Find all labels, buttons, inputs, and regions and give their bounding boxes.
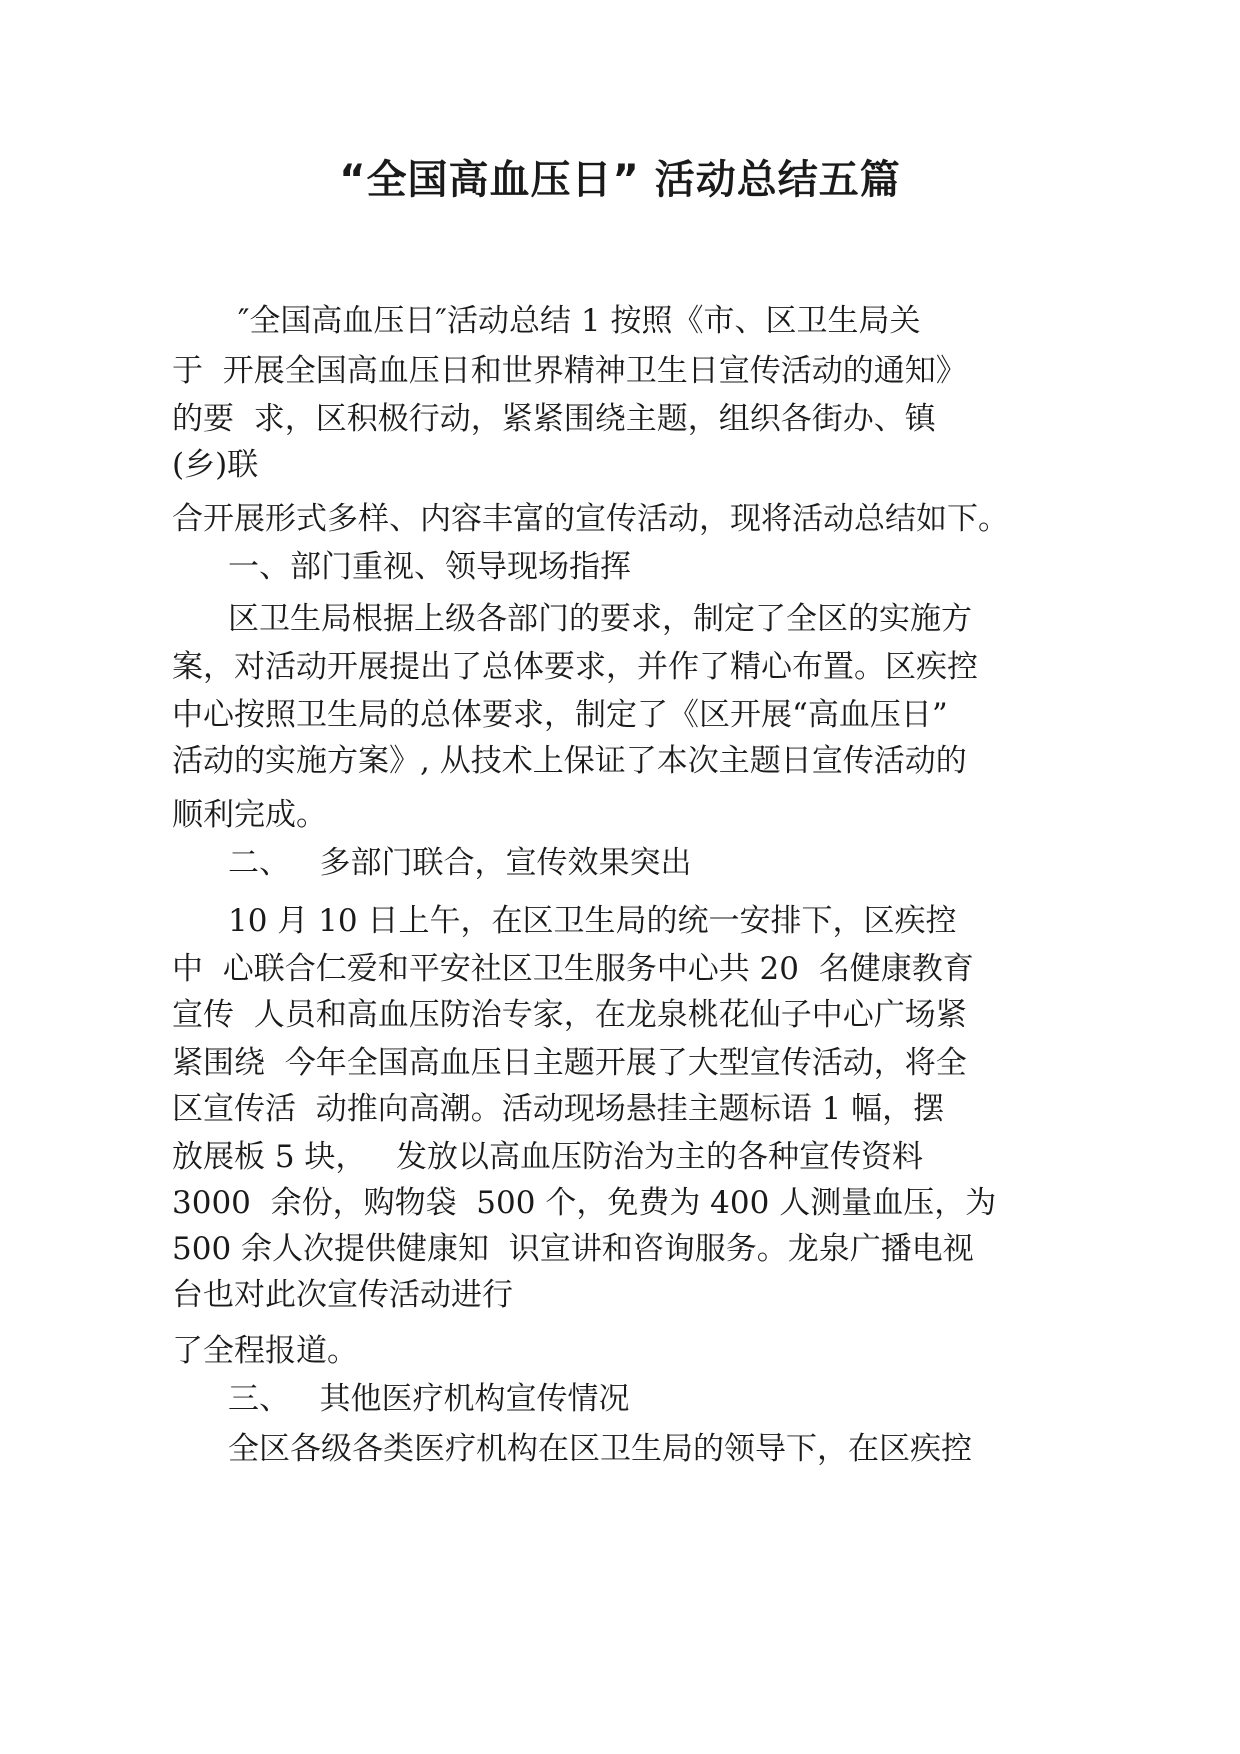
paragraph-line: 区卫生局根据上级各部门的要求，制定了全区的实施方	[228, 601, 972, 637]
paragraph-line: 中 心联合仁爱和平安社区卫生服务中心共 20 名健康教育	[172, 951, 974, 987]
paragraph-line: 全区各级各类医疗机构在区卫生局的领导下，在区疾控	[228, 1431, 972, 1467]
paragraph-line: 宣传 人员和高血压防治专家，在龙泉桃花仙子中心广场紧	[172, 997, 967, 1033]
section-heading: 一、部门重视、领导现场指挥	[228, 549, 631, 585]
paragraph-line: 顺利完成。	[172, 797, 327, 833]
paragraph-line: 了全程报道。	[172, 1333, 358, 1369]
section-heading: 三、 其他医疗机构宣传情况	[228, 1381, 630, 1417]
paragraph-line: 3000 余份，购物袋 500 个，免费为 400 人测量血压，为	[172, 1185, 997, 1221]
paragraph-line: (乡)联	[172, 447, 259, 483]
paragraph-line: 放展板 5 块， 发放以高血压防治为主的各种宣传资料	[172, 1139, 923, 1175]
paragraph-line: 区宣传活 动推向高潮。活动现场悬挂主题标语 1 幅，摆	[172, 1091, 945, 1127]
document-title: “全国高血压日” 活动总结五篇	[339, 157, 901, 203]
paragraph-line: 案，对活动开展提出了总体要求，并作了精心布置。区疾控	[172, 649, 978, 685]
paragraph-line: 合开展形式多样、内容丰富的宣传活动，现将活动总结如下。	[172, 501, 1009, 537]
paragraph-line: 500 余人次提供健康知 识宣讲和咨询服务。龙泉广播电视	[172, 1231, 974, 1267]
paragraph-line: 于 开展全国高血压日和世界精神卫生日宣传活动的通知》	[172, 353, 967, 389]
section-heading: 二、 多部门联合，宣传效果突出	[228, 845, 692, 881]
paragraph-line: 的要 求，区积极行动，紧紧围绕主题，组织各街办、镇	[172, 401, 936, 437]
paragraph-line: 台也对此次宣传活动进行	[172, 1277, 513, 1313]
paragraph-line: 紧围绕 今年全国高血压日主题开展了大型宣传活动，将全	[172, 1045, 967, 1081]
paragraph-line: 中心按照卫生局的总体要求，制定了《区开展“高血压日”	[172, 697, 948, 733]
paragraph-line: 活动的实施方案》, 从技术上保证了本次主题日宣传活动的	[172, 743, 967, 779]
paragraph-line: ″全国高血压日″活动总结 1 按照《市、区卫生局关	[228, 303, 921, 339]
paragraph-line: 10 月 10 日上午，在区卫生局的统一安排下，区疾控	[228, 903, 957, 939]
